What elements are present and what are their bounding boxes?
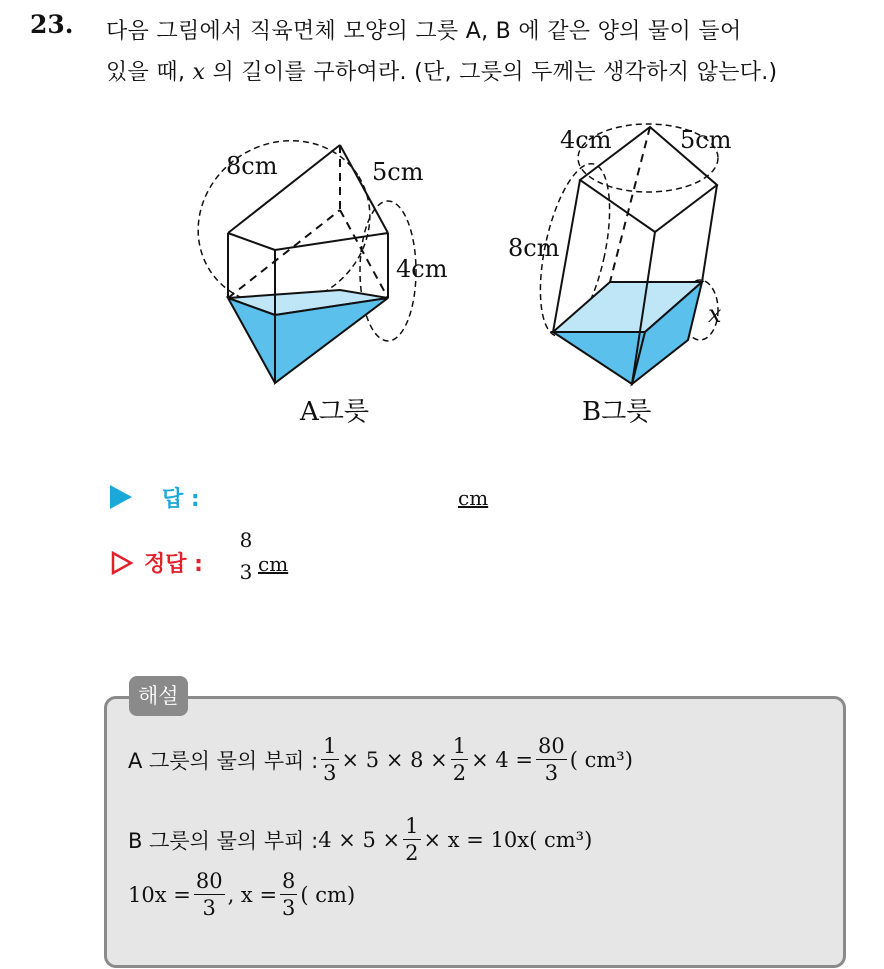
answer-row [110, 482, 200, 513]
solution-line-1 [128, 735, 633, 784]
frac-num: 1 [451, 735, 468, 760]
container-b-figure [508, 124, 732, 427]
correct-answer-unit: cm [258, 552, 289, 576]
a-label: A그릇 [300, 397, 370, 427]
b-dim-4cm: 4cm [560, 126, 612, 154]
a-dim-5cm: 5cm [372, 158, 424, 186]
fraction-eighty-thirds-2 [194, 870, 225, 919]
frac-num: 80 [194, 870, 225, 895]
frac-den: 2 [452, 761, 467, 786]
fraction-one-half-2 [403, 815, 420, 864]
answer-label: 답 : [162, 487, 200, 512]
solution-line-3-mid: , x = [227, 882, 278, 907]
correct-answer-row [110, 547, 203, 578]
container-a-figure [167, 110, 448, 427]
question-variable: x [192, 60, 206, 85]
edge-b-3 [702, 185, 717, 282]
frac-den: 2 [405, 841, 419, 866]
b-label: B그릇 [582, 397, 652, 427]
question-line-2 [106, 55, 777, 86]
fraction-eight-thirds [280, 870, 297, 919]
hidden-edge-a-2 [228, 210, 340, 298]
b-dim-5cm: 5cm [680, 126, 732, 154]
solution-line-2-label: B 그릇의 물의 부피 : [128, 828, 319, 853]
question-line-2-post: 의 길이를 구하여라. (단, 그릇의 두께는 생각하지 않는다.) [205, 60, 778, 85]
frac-den: 3 [282, 896, 296, 921]
solution-line-3-left: 10x = [128, 882, 191, 907]
edge-a-4 [275, 233, 388, 250]
container-figure [0, 110, 884, 440]
frac-num: 1 [321, 735, 338, 760]
water-b-front [553, 332, 645, 384]
frac-num: 8 [280, 870, 297, 895]
solution-line-1-mid: × 5 × 8 × [341, 747, 448, 772]
solution-line-2-pre: 4 × 5 × [318, 827, 401, 852]
fraction-one-third [321, 735, 338, 784]
question-number: 23. [30, 10, 74, 39]
a-dim-8cm: 8cm [226, 152, 278, 180]
b-dim-8cm: 8cm [508, 234, 560, 262]
question-line-2-pre: 있을 때, [106, 60, 193, 85]
correct-answer-denominator: 3 [239, 560, 253, 584]
answer-arrow-icon [110, 485, 132, 509]
solution-line-1-unit: ( cm³) [569, 747, 633, 772]
frac-num: 1 [403, 815, 420, 840]
solution-line-3-unit: ( cm) [300, 882, 356, 907]
correct-answer-label: 정답 : [144, 552, 203, 577]
answer-unit: cm [458, 486, 489, 510]
correct-arrow-icon [110, 551, 134, 575]
correct-answer-numerator: 8 [239, 528, 253, 552]
b-var-x: x [708, 300, 722, 328]
solution-line-3 [128, 870, 355, 919]
solution-line-1-end: × 4 = [471, 747, 534, 772]
fraction-one-half [451, 735, 468, 784]
question-line-1: 다음 그림에서 직육면체 모양의 그릇 A, B 에 같은 양의 물이 들어 [106, 19, 742, 44]
edge-a-3 [228, 233, 275, 250]
frac-den: 3 [323, 761, 337, 786]
hidden-edge-a-3 [340, 210, 388, 298]
fraction-eighty-thirds [536, 735, 567, 784]
frac-num: 80 [536, 735, 567, 760]
solution-tag: 해설 [129, 676, 188, 716]
solution-line-2-end: × x = 10x( cm³) [423, 827, 593, 852]
frac-den: 3 [202, 896, 216, 921]
solution-line-1-label: A 그릇의 물의 부피 : [128, 748, 319, 773]
a-dim-4cm: 4cm [396, 255, 448, 283]
solution-line-2 [128, 815, 592, 864]
frac-den: 3 [544, 761, 559, 786]
correct-answer-fraction [236, 528, 256, 584]
